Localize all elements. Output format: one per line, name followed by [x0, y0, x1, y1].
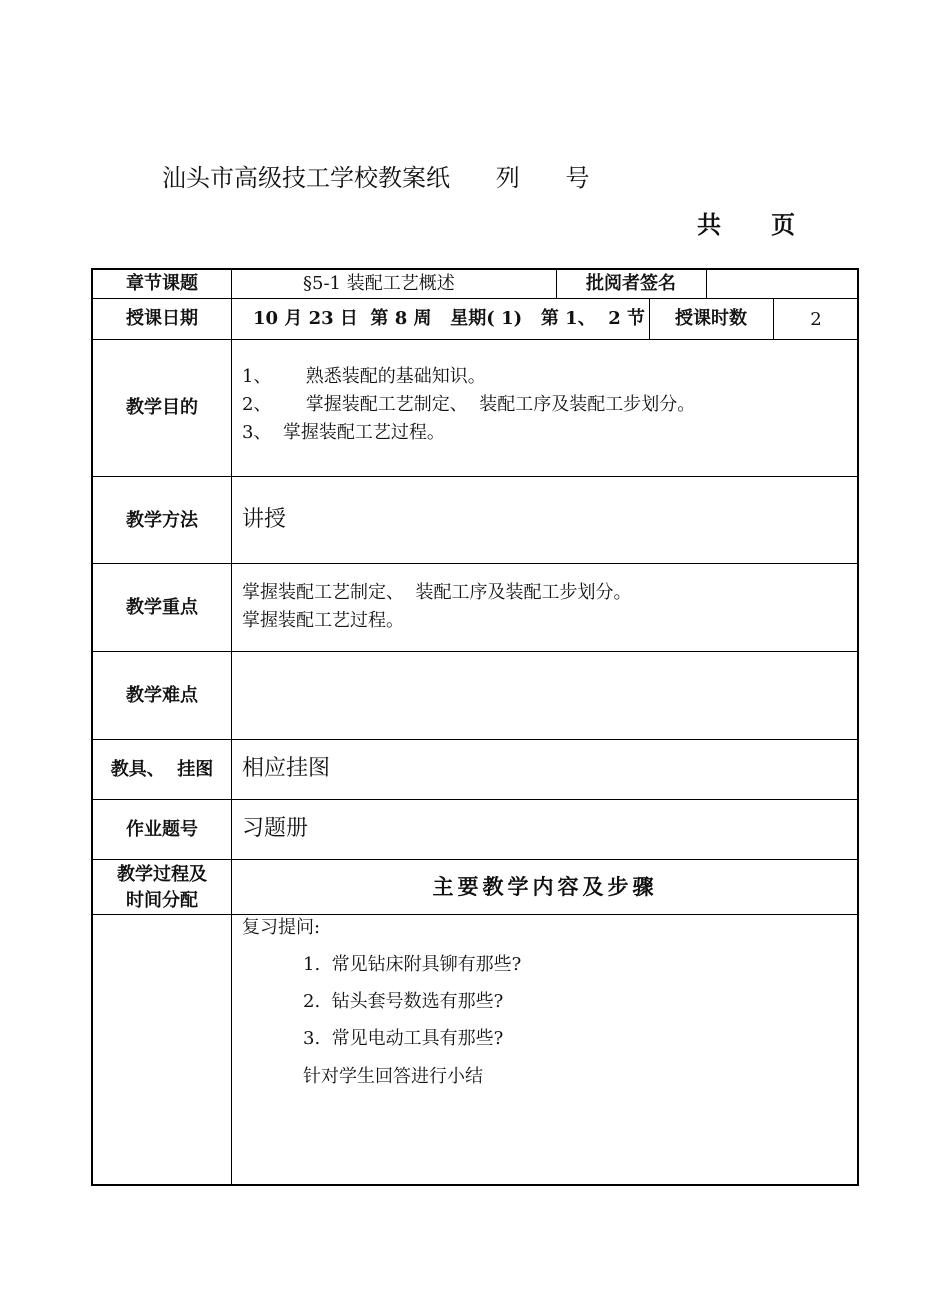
row-divider [93, 799, 859, 800]
objective-line: 3、 掌握装配工艺过程。 [242, 422, 445, 443]
chapter-topic-label: 章节课题 [126, 273, 198, 294]
method-label: 教学方法 [126, 510, 198, 531]
teaching-hours-label: 授课时数 [675, 308, 747, 329]
teaching-aids-label: 教具、 挂图 [110, 759, 214, 780]
row-divider [93, 339, 859, 340]
objectives-label: 教学目的 [126, 397, 198, 418]
teaching-date-value: 10 月 23 日 第 8 周 星期( 1) 第 1、 2 节 [253, 308, 646, 329]
key-point-line: 掌握装配工艺制定、 装配工序及装配工步划分。 [242, 582, 632, 603]
row-divider [93, 476, 859, 477]
process-label-line2: 时间分配 [126, 890, 198, 911]
col-divider [231, 270, 232, 1184]
question-item: 1. 常见钻床附具铆有那些? [303, 954, 522, 975]
row-divider [93, 859, 859, 860]
summary-text: 针对学生回答进行小结 [303, 1066, 483, 1087]
method-value: 讲授 [242, 507, 287, 532]
reviewer-signature-label: 批阅者签名 [586, 273, 676, 294]
key-points-label: 教学重点 [126, 597, 198, 618]
row-divider [93, 563, 859, 564]
row-divider [93, 739, 859, 740]
lesson-plan-table [91, 268, 859, 1186]
process-label-line1: 教学过程及 [117, 864, 207, 885]
page-title: 汕头市高级技工学校教案纸 列 号 [162, 164, 590, 192]
difficulties-label: 教学难点 [126, 685, 198, 706]
main-content-header: 主要教学内容及步骤 [432, 874, 658, 899]
row-divider [93, 651, 859, 652]
question-item: 2. 钻头套号数选有那些? [303, 991, 504, 1012]
objective-line: 2、 掌握装配工艺制定、 装配工序及装配工步划分。 [242, 394, 696, 415]
row-divider [93, 298, 859, 299]
key-point-line: 掌握装配工艺过程。 [242, 610, 404, 631]
page-count: 共 页 [697, 211, 796, 239]
homework-label: 作业题号 [126, 819, 198, 840]
teaching-hours-value: 2 [810, 309, 822, 330]
row-divider [93, 914, 859, 915]
teaching-aids-value: 相应挂图 [242, 756, 331, 781]
chapter-topic-value: §5-1 装配工艺概述 [303, 273, 455, 294]
col-divider [706, 270, 707, 298]
objective-line: 1、 熟悉装配的基础知识。 [242, 366, 486, 387]
question-item: 3. 常见电动工具有那些? [303, 1028, 504, 1049]
teaching-date-label: 授课日期 [126, 308, 198, 329]
review-questions-intro: 复习提问: [242, 917, 321, 938]
homework-value: 习题册 [242, 816, 309, 841]
